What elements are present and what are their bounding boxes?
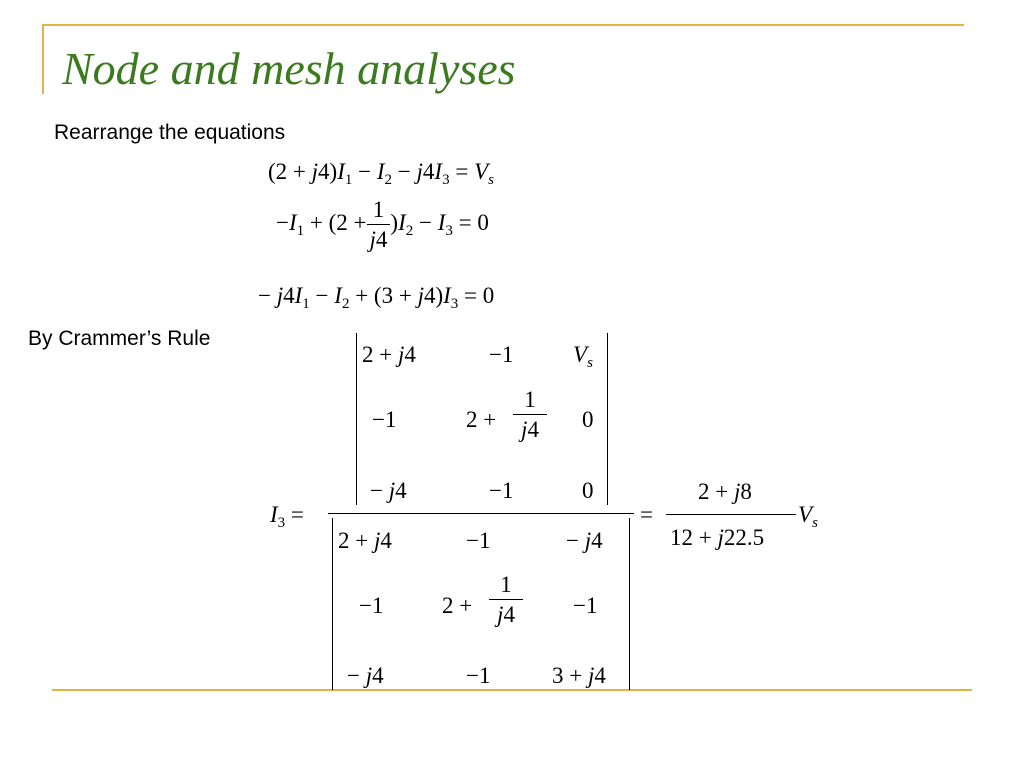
num-cell-3-2: −1 <box>489 478 514 503</box>
den-cell-3-2: −1 <box>466 663 491 688</box>
num-cell-2-2-fraction: 1 j4 <box>513 388 547 441</box>
den-cell-2-3: −1 <box>573 593 598 618</box>
equation-2-fraction: $\frac{1}{j4}$ <box>367 198 391 251</box>
den-cell-1-2: −1 <box>466 528 491 553</box>
denominator-right-bar <box>629 518 630 690</box>
i3-lhs: $I_3$ = <box>270 502 304 531</box>
num-cell-1-3: $V_s$ <box>573 342 593 371</box>
result-factor: $V_s$ <box>798 502 818 531</box>
slide-title: Node and mesh analyses <box>62 43 516 94</box>
equation-2: $-I_1 + (2$ + $\frac{1}{j4}$ )$I_2 - I_3 = 0$ <box>276 197 489 252</box>
numerator-right-bar <box>607 333 608 505</box>
result-fraction-bar <box>666 514 796 515</box>
num-cell-2-2a: 2 + <box>466 407 497 432</box>
left-accent-line <box>42 24 44 94</box>
cramer-rule-label: By Crammer’s Rule <box>28 327 211 350</box>
equation-1: $(2 + j4)I_1 - I_2 - j4I_3 = V_s$ <box>268 159 494 188</box>
num-cell-3-1: − j4 <box>370 478 407 503</box>
num-cell-1-2: −1 <box>489 342 514 367</box>
den-cell-2-2-fraction: 1 j4 <box>489 573 523 626</box>
den-cell-1-3: − j4 <box>566 528 603 553</box>
main-fraction-bar <box>328 513 634 514</box>
top-divider-line <box>44 24 964 26</box>
den-cell-1-1: 2 + j4 <box>338 528 392 553</box>
denominator-left-bar <box>332 518 333 690</box>
den-cell-2-2a: 2 + <box>442 593 473 618</box>
num-cell-1-1: 2 + j4 <box>362 342 416 367</box>
num-cell-2-3: 0 <box>582 407 594 432</box>
den-cell-2-1: −1 <box>359 593 384 618</box>
num-cell-2-1: −1 <box>372 407 397 432</box>
numerator-left-bar <box>356 333 357 505</box>
num-cell-3-3: 0 <box>582 478 594 503</box>
result-numerator: 2 + j8 <box>698 479 752 504</box>
bottom-divider-line <box>52 689 972 691</box>
intro-text: Rearrange the equations <box>54 121 286 144</box>
result-denominator: 12 + j22.5 <box>670 525 765 550</box>
equation-3: − $j4I_1 - I_2 + (3 + j4)I_3 = 0$ <box>258 283 495 312</box>
den-cell-3-1: − j4 <box>347 663 384 688</box>
den-cell-3-3: 3 + j4 <box>552 663 606 688</box>
result-equals: = <box>640 502 653 527</box>
